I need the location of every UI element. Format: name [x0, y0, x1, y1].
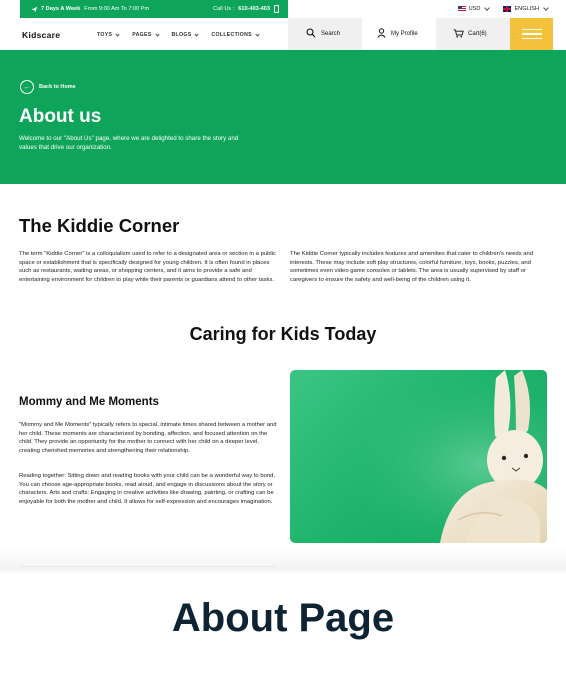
arrow-left-icon: ←	[20, 80, 34, 94]
top-bar-info	[20, 0, 288, 18]
language-select[interactable]	[503, 6, 548, 12]
hero-subtitle: Welcome to our "About Us" page, where we are delighted to share the story and values that drive our organization.	[19, 135, 239, 151]
back-to-home-link[interactable]	[20, 80, 76, 94]
cart-icon	[453, 29, 464, 40]
cart-label: Cart(6)	[468, 31, 487, 37]
hamburger-icon	[522, 29, 542, 31]
call-label: Call Us :	[213, 6, 235, 12]
main-nav	[0, 18, 566, 50]
kiddie-corner-heading: The Kiddie Corner	[19, 215, 180, 236]
locale-controls	[458, 0, 566, 18]
hero-banner	[0, 50, 566, 184]
nav-item-pages[interactable]	[132, 32, 158, 38]
nav-item-collections[interactable]	[211, 32, 258, 38]
hamburger-menu-button[interactable]	[510, 18, 553, 50]
currency-select[interactable]	[458, 6, 490, 12]
search-icon	[306, 28, 316, 40]
kiddie-corner-text-right: The Kiddie Corner typically includes features and amenities that cater to children's needs and interests. These may include soft play structures, colorful furniture, toys, books, puzzles, and sometimes even video game consoles or tablets. The area is usually supervised by staff or caregivers to ensure the safety and well-being of the children using it.	[290, 251, 534, 283]
chevron-down-icon	[116, 32, 120, 36]
about-page-caption: About Page	[171, 596, 395, 640]
top-bar	[0, 0, 566, 18]
chevron-down-icon	[543, 5, 549, 11]
nav-item-label: PAGES	[132, 32, 152, 38]
nav-item-blogs[interactable]	[172, 32, 199, 38]
cart-button[interactable]	[436, 18, 510, 50]
hours-text: From 9:00 Am To 7:00 Pm	[84, 6, 150, 12]
send-icon	[30, 5, 38, 13]
section-fade	[0, 548, 566, 574]
chevron-down-icon	[155, 32, 159, 36]
mommy-moments-text: "Mommy and Me Moments" typically refers to special, intimate times shared between a mother and her child. These moments are characterized by bonding, affection, and focused attention on the child. They provide an opportunity for the mother to connect with her child on a deeper level, creating cherished memories and strengthening their relationship.	[19, 422, 277, 454]
uk-flag-icon	[503, 6, 511, 12]
user-icon	[377, 28, 386, 40]
language-value: ENGLISH	[514, 6, 539, 12]
nav-menu	[97, 32, 272, 38]
search-button[interactable]	[288, 18, 362, 50]
chevron-down-icon	[195, 32, 199, 36]
search-label: Search	[321, 31, 341, 37]
mommy-moments-heading: Mommy and Me Moments	[19, 396, 159, 408]
caring-heading: Caring for Kids Today	[189, 324, 377, 344]
profile-label: My Profile	[391, 31, 418, 37]
site-logo[interactable]: Kidscare	[22, 30, 61, 40]
activities-text: Reading together: Sitting down and reading books with your child can be a wonderful way to bond. You can choose age-appropriate books, read aloud, and engage in discussions about the story or characters. Arts and crafts: Engaging in creative activities like drawing, painting, or crafting can be enjoyable for both the mother and child. It allows for self-expression and encourages imagination.	[19, 473, 276, 505]
back-label: Back to Home	[39, 84, 76, 90]
bunny-toy-image	[290, 370, 547, 543]
chevron-down-icon	[255, 32, 259, 36]
kiddie-corner-text-left: The term "Kiddie Corner" is a colloquialism used to refer to a designated area or section in a public space or establishment that is specifically designed for young children. It is often found in places such as restaurants, waiting areas, or shopping centers, and it aims to provide a safe and entertaining environment for children to play while their parents or guardians attend to other tasks.	[19, 251, 276, 283]
currency-value: USD	[468, 6, 481, 12]
nav-item-label: COLLECTIONS	[211, 32, 252, 38]
nav-item-label: BLOGS	[171, 32, 192, 38]
phone-number[interactable]: 610-403-403	[238, 6, 270, 12]
page-title: About us	[19, 106, 102, 127]
nav-item-label: TOYS	[97, 32, 113, 38]
phone-icon	[274, 5, 279, 13]
us-flag-icon	[458, 6, 466, 12]
divider	[20, 566, 276, 567]
profile-button[interactable]	[362, 18, 436, 50]
days-text: 7 Days A Week	[41, 6, 81, 12]
nav-item-toys[interactable]	[97, 32, 119, 38]
chevron-down-icon	[485, 5, 491, 11]
